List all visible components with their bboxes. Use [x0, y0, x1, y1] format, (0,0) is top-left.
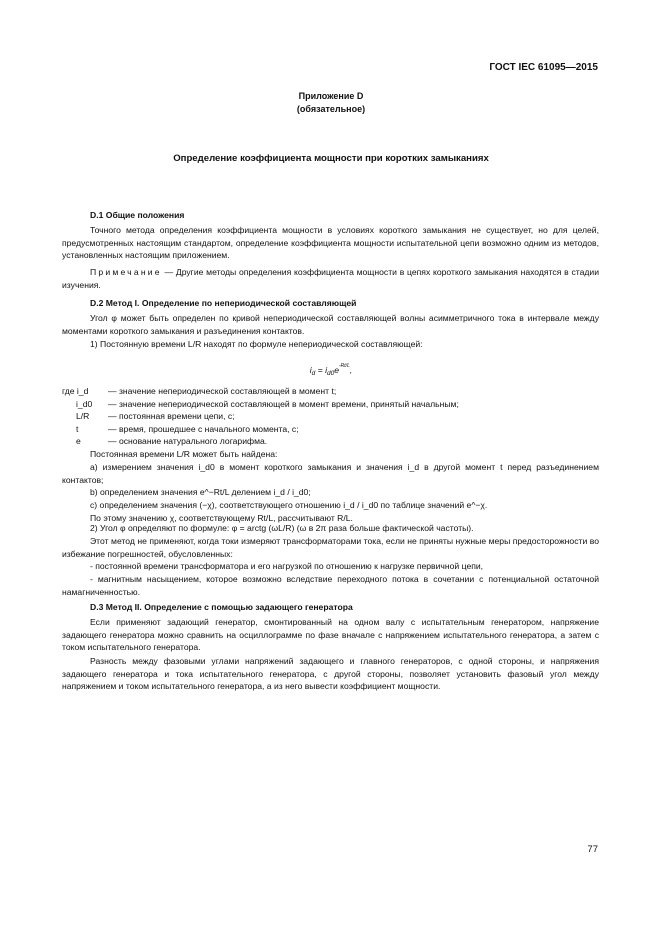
- formula: $i_d = i_{d0}e^{-Rt/L}$,: [309, 363, 353, 377]
- section-d2-paragraph-4: а) измерением значения i_d0 в момент короткого замыкания и значения i_d в другой момент t перед разъединением контактов;: [62, 462, 599, 485]
- appendix-status: (обязательное): [296, 104, 366, 114]
- appendix-title: Приложение D: [298, 91, 364, 101]
- definition-row: i_d0 — значение непериодической составляющей в момент времени, принятый начальным;: [76, 398, 459, 409]
- document-id: ГОСТ IEC 61095—2015: [489, 62, 598, 73]
- section-d3-paragraph-2: Разность между фазовыми углами напряжений задающего и главного генераторов, с одной стороны, и напряжения задающего генератора и тока испытательного генератора, с другой стороны, позволяет установить фазовый угол между напряжением и током испытательного генератора, а из него вывести коэффициент мощности.: [62, 656, 599, 692]
- definition-row: e — основание натурального логарифма.: [76, 436, 268, 447]
- section-d2-paragraph-6: c) определением значения (−χ), соответствующего отношению i_d / i_d0 по таблице значений e^−χ.: [90, 500, 488, 510]
- note-text: — Другие методы определения коэффициента мощности в цепях короткого замыкания находятся в стадии изучения.: [62, 267, 599, 290]
- section-d2-heading: D.2 Метод I. Определение по непериодической составляющей: [90, 298, 357, 308]
- section-d2-paragraph-1: Угол φ может быть определен по кривой непериодической составляющей волны асимметричного тока в интервале между моментами короткого замыкания и разъединения контактов.: [62, 313, 599, 336]
- section-d3-paragraph-1: Если применяют задающий генератор, смонтированный на одном валу с испытательным генератором, напряжение задающего генератора можно сравнить на осциллограмме по фазе вначале с напряжением испытательного генератора, а затем с током испытательного генератора.: [62, 617, 599, 653]
- section-d2-paragraph-8: 2) Угол φ определяют по формуле: φ = arctg (ωL/R) (ω в 2π раза больше фактической частоты).: [90, 523, 474, 533]
- section-d1-paragraph: Точного метода определения коэффициента мощности в условиях короткого замыкания не существует, но для целей, предусмотренных настоящим стандартом, определение коэффициента мощности испытательной цепи возможно одним из методов, установленных настоящим приложением.: [62, 225, 599, 261]
- definition-row: t — время, прошедшее с начального момента, с;: [76, 423, 299, 434]
- section-d3-heading: D.3 Метод II. Определение с помощью задающего генератора: [90, 602, 353, 612]
- main-title: Определение коэффициента мощности при коротких замыканиях: [173, 153, 489, 164]
- section-d2-paragraph-3: Постоянная времени L/R может быть найдена:: [90, 449, 278, 459]
- page-number: 77: [587, 844, 598, 855]
- note: [62, 266, 599, 291]
- section-d2-paragraph-5: b) определением значения e^−Rt/L делением i_d / i_d0;: [90, 487, 311, 497]
- section-d2-paragraph-7: По этому значению χ, соответствующему Rt/L, рассчитывают R/L.: [90, 513, 353, 523]
- definition-row: где i_d — значение непериодической составляющей в момент t;: [62, 386, 337, 396]
- section-d1-heading: D.1 Общие положения: [90, 210, 185, 220]
- section-d2-paragraph-9: Этот метод не применяют, когда токи измеряют трансформаторами тока, если не приняты нужные меры предосторожности во избежание погрешностей, обусловленных:: [62, 536, 599, 559]
- bullet-item: - магнитным насыщением, которое возможно вследствие переходного потока в сочетании с потенциальной остаточной намагниченностью.: [62, 574, 599, 597]
- note-label: Примечание: [90, 267, 162, 277]
- section-d2-paragraph-2: 1) Постоянную времени L/R находят по формуле непериодической составляющей:: [90, 339, 423, 349]
- definition-row: L/R — постоянная времени цепи, с;: [76, 411, 235, 422]
- bullet-item: - постоянной времени трансформатора и его нагрузкой по отношению к нагрузке первичной цепи,: [90, 561, 484, 571]
- definitions-list: [62, 385, 599, 448]
